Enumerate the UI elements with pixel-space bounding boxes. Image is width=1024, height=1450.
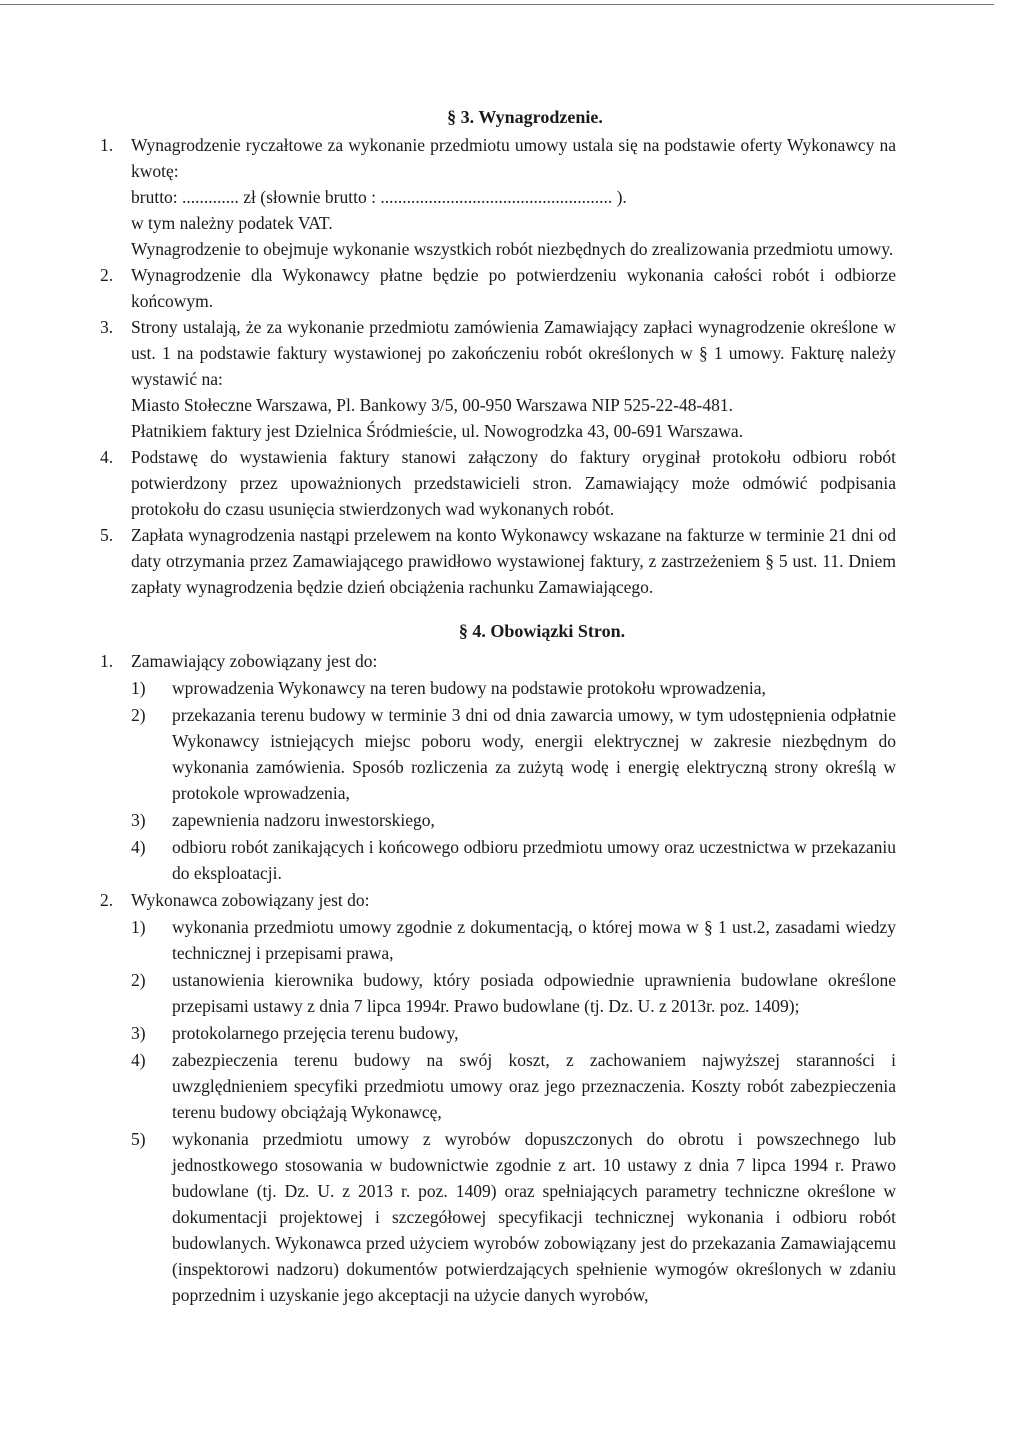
- sub-item-text: ustanowienia kierownika budowy, który posiada odpowiednie uprawnienia budowlane określone przepisami ustawy z dnia 7 lipca 1994r. Prawo budowlane (tj. Dz. U. z 2013r. poz. 1409);: [172, 970, 896, 1016]
- sub-item-number: 2): [131, 970, 146, 990]
- section-4-item-1-sub-2: [0, 702, 1024, 806]
- section-4-item-2-sub-1: [0, 914, 1024, 966]
- section-3-heading: § 3. Wynagrodzenie.: [447, 107, 603, 127]
- section-4-item-2: [0, 887, 1024, 913]
- sub-item-number: 5): [131, 1129, 146, 1149]
- sub-item-number: 1): [131, 917, 146, 937]
- section-4-item-1-sub-1: [0, 675, 1024, 701]
- section-3-item-1: [0, 132, 1024, 262]
- section-4-item-2-sub-2: [0, 967, 1024, 1019]
- sub-item-number: 4): [131, 1050, 146, 1070]
- paragraph-line: Zamawiający zobowiązany jest do:: [131, 651, 378, 671]
- item-number: 1.: [100, 135, 114, 155]
- section-3-item-2: [0, 262, 1024, 314]
- item-number: 2.: [100, 265, 114, 285]
- section-4-heading: § 4. Obowiązki Stron.: [458, 621, 626, 641]
- paragraph-line: Miasto Stołeczne Warszawa, Pl. Bankowy 3/5, 00-950 Warszawa NIP 525-22-48-481.: [131, 395, 733, 415]
- section-4-item-1: [0, 648, 1024, 674]
- sub-item-text: protokolarnego przejęcia terenu budowy,: [172, 1023, 459, 1043]
- paragraph-line: Wynagrodzenie dla Wykonawcy płatne będzie po potwierdzeniu wykonania całości robót i odbiorze końcowym.: [131, 265, 896, 311]
- item-number: 1.: [100, 651, 114, 671]
- paragraph-line: Podstawę do wystawienia faktury stanowi załączony do faktury oryginał protokołu odbioru robót potwierdzony przez upoważnionych przedstawicieli stron. Zamawiający może odmówić podpisania protokołu do czasu usunięcia stwierdzonych wad wykonanych robót.: [131, 447, 896, 519]
- sub-item-number: 3): [131, 810, 146, 830]
- sub-item-text: odbioru robót zanikających i końcowego odbioru przedmiotu umowy oraz uczestnictwa w przekazaniu do eksploatacji.: [172, 837, 896, 883]
- item-number: 4.: [100, 447, 114, 467]
- sub-item-number: 2): [131, 705, 146, 725]
- paragraph-line: Wynagrodzenie to obejmuje wykonanie wszystkich robót niezbędnych do zrealizowania przedmiotu umowy.: [131, 239, 894, 259]
- paragraph-line: Wykonawca zobowiązany jest do:: [131, 890, 370, 910]
- section-3-item-3: [0, 314, 1024, 444]
- sub-item-number: 4): [131, 837, 146, 857]
- sub-item-text: przekazania terenu budowy w terminie 3 dni od dnia zawarcia umowy, w tym udostępnienia odpłatnie Wykonawcy istniejących miejsc poboru wody, energii elektrycznej w zakresie niezbędnym do wykonania zamówienia. Sposób rozliczenia za zużytą wodę i energię elektryczną strony określą w protokole wprowadzenia,: [172, 705, 896, 803]
- paragraph-line: Płatnikiem faktury jest Dzielnica Śródmieście, ul. Nowogrodzka 43, 00-691 Warszawa.: [131, 421, 744, 441]
- section-4-item-2-sub-4: [0, 1047, 1024, 1125]
- sub-item-number: 1): [131, 678, 146, 698]
- paragraph-line: Wynagrodzenie ryczałtowe za wykonanie przedmiotu umowy ustala się na podstawie oferty Wykonawcy na kwotę:: [131, 135, 896, 181]
- paragraph-line: brutto: ............. zł (słownie brutto : ..................................................... ).: [131, 187, 627, 207]
- sub-item-text: wprowadzenia Wykonawcy na teren budowy na podstawie protokołu wprowadzenia,: [172, 678, 766, 698]
- document-page: [0, 104, 1024, 1309]
- section-4-item-1-sub-3: [0, 807, 1024, 833]
- paragraph-line: Zapłata wynagrodzenia nastąpi przelewem na konto Wykonawcy wskazane na fakturze w terminie 21 dni od daty otrzymania przez Zamawiającego prawidłowo wystawionej faktury, z zastrzeżeniem § 5 ust. 11. Dniem zapłaty wynagrodzenia będzie dzień obciążenia rachunku Zamawiającego.: [131, 525, 896, 597]
- item-number: 3.: [100, 317, 114, 337]
- sub-item-number: 3): [131, 1023, 146, 1043]
- item-number: 2.: [100, 890, 114, 910]
- top-border-line: [0, 4, 994, 5]
- section-3-item-4: [0, 444, 1024, 522]
- section-4-item-1-sub-4: [0, 834, 1024, 886]
- section-3-item-5: [0, 522, 1024, 600]
- sub-item-text: zapewnienia nadzoru inwestorskiego,: [172, 810, 435, 830]
- section-4-item-2-sub-5: [0, 1126, 1024, 1308]
- paragraph-line: Strony ustalają, że za wykonanie przedmiotu zamówienia Zamawiający zapłaci wynagrodzenie określone w ust. 1 na podstawie faktury wystawionej po zakończeniu robót określonych w § 1 umowy. Fakturę należy wystawić na:: [131, 317, 896, 389]
- section-4-item-2-sub-3: [0, 1020, 1024, 1046]
- sub-item-text: wykonania przedmiotu umowy z wyrobów dopuszczonych do obrotu i powszechnego lub jednostkowego stosowania w budownictwie zgodnie z art. 10 ustawy z dnia 7 lipca 1994 r. Prawo budowlane (tj. Dz. U. z 2013 r. poz. 1409) oraz spełniających parametry techniczne określone w dokumentacji projektowej i szczegółowej specyfikacji technicznej wykonania i odbioru robót budowlanych. Wykonawca przed użyciem wyrobów zobowiązany jest do przekazania Zamawiającemu (inspektorowi nadzoru) dokumentów potwierdzających spełnienie wymogów określonych w zdaniu poprzednim i uzyskanie jego akceptacji na użycie danych wyrobów,: [172, 1129, 896, 1305]
- sub-item-text: wykonania przedmiotu umowy zgodnie z dokumentacją, o której mowa w § 1 ust.2, zasadami wiedzy technicznej i przepisami prawa,: [172, 917, 896, 963]
- sub-item-text: zabezpieczenia terenu budowy na swój koszt, z zachowaniem najwyższej staranności i uwzględnieniem specyfiki przedmiotu umowy oraz jego przeznaczenia. Koszty robót zabezpieczenia terenu budowy obciążają Wykonawcę,: [172, 1050, 896, 1122]
- paragraph-line: w tym należny podatek VAT.: [131, 213, 333, 233]
- item-number: 5.: [100, 525, 114, 545]
